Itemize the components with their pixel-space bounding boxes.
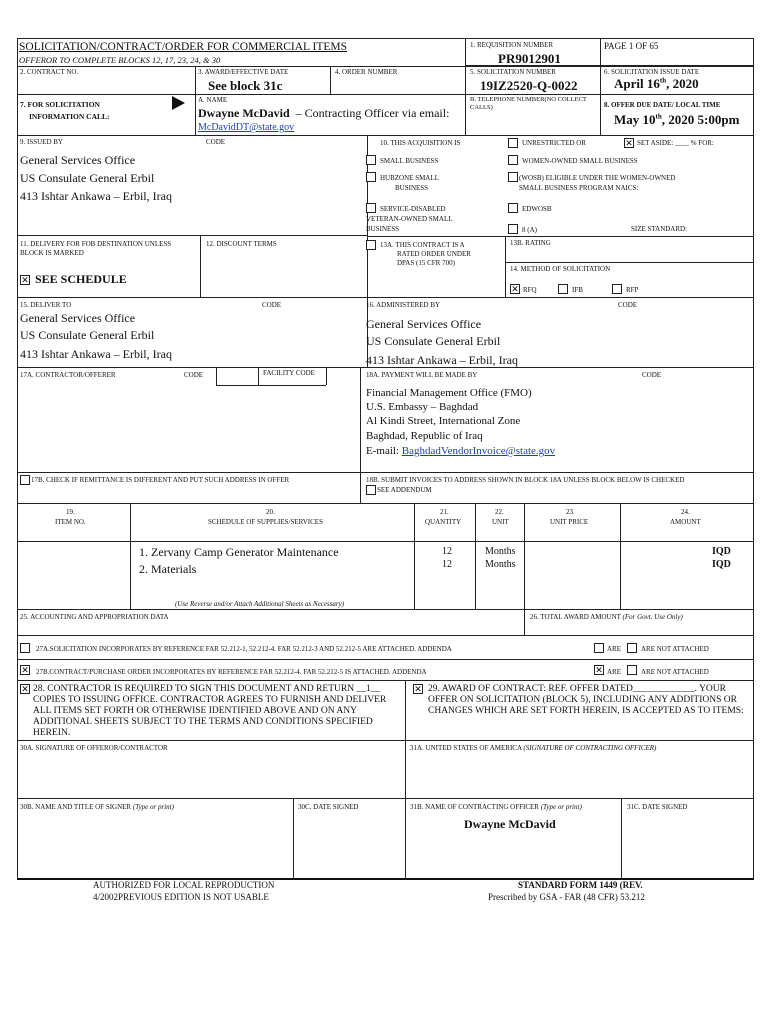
- wosb-eligible-label-1: (WOSB) ELIGIBLE UNDER THE WOMEN-OWNED: [519, 174, 676, 182]
- payment-line-2: U.S. Embassy – Baghdad: [366, 401, 479, 413]
- col-item-no-num: 19.: [66, 508, 75, 516]
- col-unit-price-num: 23.: [566, 508, 575, 516]
- requisition-label: 1. REQUISITION NUMBER: [470, 41, 554, 49]
- method-label: 14. METHOD OF SOLICITATION: [510, 265, 611, 273]
- arrow-icon: [172, 96, 185, 110]
- discount-terms-label: 12. DISCOUNT TERMS: [206, 240, 277, 248]
- small-business-checkbox[interactable]: [366, 155, 376, 165]
- item-description: 1. Zervany Camp Generator Maintenance: [139, 545, 339, 559]
- block-29-checkbox[interactable]: ✕: [414, 684, 422, 694]
- issue-date-label: 6. SOLICITATION ISSUE DATE: [604, 68, 700, 76]
- wosb-label: WOMEN-OWNED SMALL BUSINESS: [522, 157, 638, 165]
- col-unit: UNIT: [492, 518, 509, 526]
- col-unit-price: UNIT PRICE: [550, 518, 589, 526]
- order-number-label: 4. ORDER NUMBER: [335, 68, 398, 76]
- rfp-label: RFP: [626, 286, 639, 294]
- ifb-checkbox[interactable]: [558, 284, 568, 294]
- administered-label: 16. ADMINISTERED BY: [366, 301, 441, 309]
- solicitation-number-label: 5. SOLICITATION NUMBER: [470, 68, 556, 76]
- footer-form-number: STANDARD FORM 1449 (REV.: [518, 880, 643, 890]
- eight-a-label: 8 (A): [522, 226, 537, 234]
- clause-27a-are-checkbox[interactable]: [594, 643, 604, 653]
- co-name-label: 31B. NAME OF CONTRACTING OFFICER (Type or print): [410, 803, 582, 811]
- submit-invoices-label: 18B. SUBMIT INVOICES TO ADDRESS SHOWN IN BLOCK 18A UNLESS BLOCK BELOW IS CHECKED: [366, 476, 685, 484]
- footer-edition: 4/2002PREVIOUS EDITION IS NOT USABLE: [93, 892, 269, 902]
- requisition-value: PR9012901: [498, 51, 561, 66]
- clause-27b-are-not: ARE NOT ATTACHED: [641, 668, 709, 676]
- accounting-label: 25. ACCOUNTING AND APPROPRIATION DATA: [20, 613, 169, 621]
- clause-27a-checkbox[interactable]: [20, 643, 30, 653]
- offer-due-value: May 10th, 2020 5:00pm: [614, 112, 740, 127]
- hubzone-label-2: BUSINESS: [395, 184, 429, 192]
- block-28-text: 28. CONTRACTOR IS REQUIRED TO SIGN THIS DOCUMENT AND RETURN __1__ COPIES TO ISSUING OFFICE. CONTRACTOR AGREES TO FURNISH AND DELIVER ALL ITEMS SET FORTH OR OTHERWISE IDENTIFIED ABOVE AND ON ANY ADDITIONAL SHEETS SUBJECT TO THE TERMS AND CONDITIONS SPECIFIED HEREIN.: [33, 684, 387, 738]
- issued-by-line-1: General Services Office: [20, 153, 136, 167]
- form-title: SOLICITATION/CONTRACT/ORDER FOR COMMERCIAL ITEMS: [19, 41, 348, 53]
- award-date-value: See block 31c: [208, 78, 283, 93]
- offeror-note: OFFEROR TO COMPLETE BLOCKS 12, 17, 23, 24, & 30: [19, 55, 221, 65]
- offer-due-label: 8. OFFER DUE DATE/ LOCAL TIME: [604, 101, 721, 109]
- deliver-to-line-2: US Consulate General Erbil: [20, 328, 155, 342]
- clause-27a-are-not: ARE NOT ATTACHED: [641, 645, 709, 653]
- col-amount: AMOUNT: [670, 518, 701, 526]
- contact-name: Dwayne McDavid – Contracting Officer via email:: [198, 106, 450, 120]
- administered-code-label: CODE: [618, 301, 638, 309]
- delivery-label-1: 11. DELIVERY FOR FOB DESTINATION UNLESS: [20, 240, 172, 248]
- item-unit: Months: [485, 546, 516, 557]
- wosb-eligible-checkbox[interactable]: [508, 172, 518, 182]
- addendum-label: SEE ADDENDUM: [377, 486, 432, 494]
- remittance-label: 17B. CHECK IF REMITTANCE IS DIFFERENT AND PUT SUCH ADDRESS IN OFFER: [31, 476, 290, 484]
- sdvosb-label-2: VETERAN-OWNED SMALL: [366, 215, 453, 223]
- sdvosb-label-3: BUSINESS: [366, 225, 400, 233]
- administered-line-1: General Services Office: [366, 317, 482, 331]
- administered-line-3: 413 Ishtar Ankawa – Erbil, Iraq: [366, 353, 518, 367]
- rated-order-label-2: RATED ORDER UNDER: [397, 250, 471, 258]
- set-aside-label: SET ASIDE: ____ % FOR:: [637, 139, 714, 147]
- facility-code-label: FACILITY CODE: [263, 369, 315, 377]
- item-description: 2. Materials: [139, 562, 197, 576]
- rfq-checkbox[interactable]: ✕: [511, 284, 519, 294]
- rated-order-label-1: 13A. THIS CONTRACT IS A: [380, 241, 465, 249]
- payment-line-3: Al Kindi Street, International Zone: [366, 415, 521, 427]
- delivery-label-2: BLOCK IS MARKED: [20, 249, 84, 257]
- offeror-date-label: 30C. DATE SIGNED: [298, 803, 359, 811]
- see-schedule-label: SEE SCHEDULE: [35, 272, 127, 286]
- deliver-to-code-label: CODE: [262, 301, 282, 309]
- issued-by-line-3: 413 Ishtar Ankawa – Erbil, Iraq: [20, 189, 172, 203]
- payment-line-4: Baghdad, Republic of Iraq: [366, 430, 483, 442]
- deliver-to-label: 15. DELIVER TO: [20, 301, 72, 309]
- block-28-checkbox[interactable]: ✕: [21, 684, 29, 694]
- col-schedule-num: 20.: [266, 508, 275, 516]
- payment-email-link[interactable]: BaghdadVendorInvoice@state.gov: [401, 445, 556, 457]
- addendum-checkbox[interactable]: [366, 485, 376, 495]
- item-amount: IQD: [712, 559, 731, 570]
- col-quantity-num: 21.: [440, 508, 449, 516]
- block-29-text: 29. AWARD OF CONTRACT: REF. OFFER DATED_____________. YOUR OFFER ON SOLICITATION (BLOCK 5), INCLUDING ANY ADDITIONS OR CHANGES WHICH ARE SET FORTH HEREIN, IS ACCEPTED AS TO ITEMS:: [428, 684, 744, 716]
- rfq-label: RFQ: [523, 286, 537, 294]
- unrestricted-label: UNRESTRICTED OR: [522, 139, 586, 147]
- usa-signature-label: 31A. UNITED STATES OF AMERICA (SIGNATURE OF CONTRACTING OFFICER): [410, 744, 657, 752]
- rating-label: 13B. RATING: [510, 239, 551, 247]
- clause-27a-are-not-checkbox[interactable]: [627, 643, 637, 653]
- info-call-label: 7. FOR SOLICITATION: [20, 100, 100, 109]
- col-quantity: QUANTITY: [425, 518, 462, 526]
- administered-line-2: US Consulate General Erbil: [366, 334, 501, 348]
- clause-27b-checkbox[interactable]: ✕: [21, 665, 29, 675]
- clause-27a-are: ARE: [607, 645, 621, 653]
- size-standard-label: SIZE STANDARD:: [631, 225, 688, 233]
- wosb-checkbox[interactable]: [508, 155, 518, 165]
- telephone-label: B. TELEPHONE NUMBER(NO COLLECT CALLS): [470, 96, 587, 111]
- award-date-label: 3. AWARD/EFFECTIVE DATE: [198, 68, 289, 76]
- eight-a-checkbox[interactable]: [508, 224, 518, 234]
- issued-by-code-label: CODE: [206, 138, 226, 146]
- clause-27b-are-checkbox[interactable]: ✕: [595, 665, 603, 675]
- edwosb-label: EDWOSB: [522, 205, 552, 213]
- clause-27b-are: ARE: [607, 668, 621, 676]
- rated-order-label-3: DPAS (15 CFR 700): [397, 259, 455, 267]
- see-schedule-checkbox[interactable]: ✕: [21, 275, 29, 285]
- hubzone-checkbox[interactable]: [366, 172, 376, 182]
- solicitation-number-value: 19IZ2520-Q-0022: [480, 78, 578, 93]
- deliver-to-line-1: General Services Office: [20, 311, 136, 325]
- page-count: PAGE 1 OF 65: [604, 41, 659, 51]
- col-item-no: ITEM NO.: [55, 518, 86, 526]
- small-business-label: SMALL BUSINESS: [380, 157, 439, 165]
- issued-by-label: 9. ISSUED BY: [20, 138, 63, 146]
- clause-27b-label: 27B.CONTRACT/PURCHASE ORDER INCORPORATES BY REFERENCE FAR 52.212-4. FAR 52.212-5 IS ATTACHED. ADDENDA: [36, 668, 427, 676]
- sdvosb-label-1: SERVICE-DISABLED: [380, 205, 446, 213]
- item-quantity: 12: [442, 559, 452, 570]
- payment-email: E-mail: BaghdadVendorInvoice@state.gov: [366, 445, 556, 457]
- item-amount: IQD: [712, 546, 731, 557]
- deliver-to-line-3: 413 Ishtar Ankawa – Erbil, Iraq: [20, 347, 172, 361]
- payment-code-label: CODE: [642, 371, 662, 379]
- sdvosb-checkbox[interactable]: [366, 203, 376, 213]
- contact-email-link[interactable]: McDavidDT@state.gov: [198, 122, 295, 133]
- edwosb-checkbox[interactable]: [508, 203, 518, 213]
- clause-27a-label: 27A.SOLICITATION INCORPORATES BY REFERENCE FAR 52.212-1, 52.212-4. FAR 52.212-3 AND 52.212-5 ARE ATTACHED. ADDENDA: [36, 645, 452, 653]
- remittance-checkbox[interactable]: [20, 475, 30, 485]
- contractor-label: 17A. CONTRACTOR/OFFERER: [20, 371, 116, 379]
- wosb-eligible-label-2: SMALL BUSINESS PROGRAM NAICS:: [519, 184, 639, 192]
- contract-no-label: 2. CONTRACT NO.: [20, 68, 79, 76]
- offeror-signature-label: 30A. SIGNATURE OF OFFEROR/CONTRACTOR: [20, 744, 168, 752]
- contractor-code-label: CODE: [184, 371, 204, 379]
- item-unit: Months: [485, 559, 516, 570]
- total-award-label: 26. TOTAL AWARD AMOUNT (For Govt. Use Only): [530, 613, 683, 621]
- issued-by-line-2: US Consulate General Erbil: [20, 171, 155, 185]
- col-unit-num: 22.: [495, 508, 504, 516]
- rated-order-checkbox[interactable]: [366, 240, 376, 250]
- name-label: A. NAME: [198, 96, 228, 104]
- signer-name-label: 30B. NAME AND TITLE OF SIGNER (Type or print): [20, 803, 174, 811]
- issue-date-value: April 16th, 2020: [614, 76, 699, 91]
- acquisition-label: 10. THIS ACQUISITION IS: [380, 139, 461, 147]
- co-name-value: Dwayne McDavid: [464, 817, 556, 831]
- col-schedule: SCHEDULE OF SUPPLIES/SERVICES: [208, 518, 323, 526]
- payment-label: 18A. PAYMENT WILL BE MADE BY: [366, 371, 478, 379]
- footer-prescribed: Prescribed by GSA - FAR (48 CFR) 53.212: [488, 892, 645, 902]
- unrestricted-checkbox[interactable]: [508, 138, 518, 148]
- set-aside-checkbox[interactable]: ✕: [625, 138, 633, 148]
- schedule-note: (Use Reverse and/or Attach Additional Sheets as Necessary): [175, 600, 345, 608]
- col-amount-num: 24.: [681, 508, 690, 516]
- clause-27b-are-not-checkbox[interactable]: [627, 665, 637, 675]
- payment-line-1: Financial Management Office (FMO): [366, 387, 532, 399]
- item-quantity: 12: [442, 546, 452, 557]
- hubzone-label-1: HUBZONE SMALL: [380, 174, 439, 182]
- ifb-label: IFB: [572, 286, 583, 294]
- rfp-checkbox[interactable]: [612, 284, 622, 294]
- footer-reproduction: AUTHORIZED FOR LOCAL REPRODUCTION: [93, 880, 275, 890]
- co-date-label: 31C. DATE SIGNED: [627, 803, 688, 811]
- info-call-label-2: INFORMATION CALL:: [29, 112, 110, 121]
